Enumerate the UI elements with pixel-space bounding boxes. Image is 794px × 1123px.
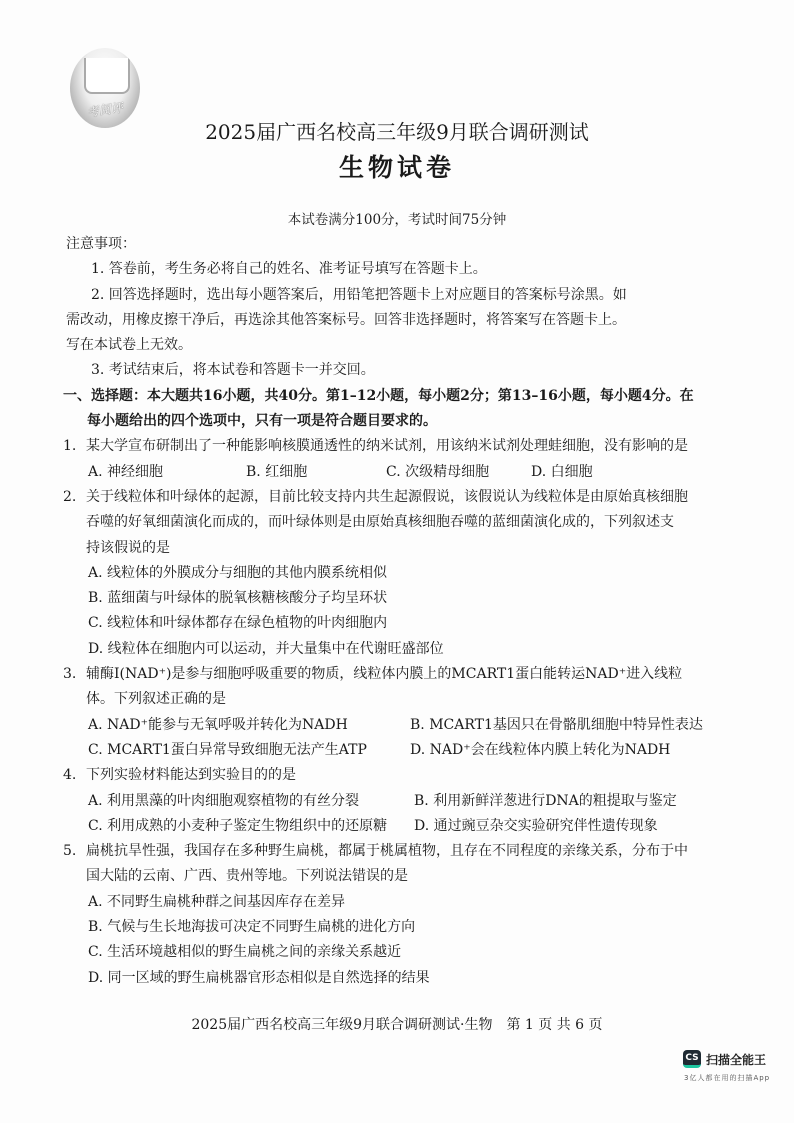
- book-icon: [84, 58, 130, 94]
- question-3-options-row: [0, 713, 794, 738]
- note-2-line: 2. 回答选择题时，选出每小题答案后，用铅笔把答题卡上对应题目的答案标号涂黑。如: [91, 286, 627, 303]
- question-number: 3.: [63, 666, 77, 683]
- exam-body: [0, 232, 794, 991]
- option-b: B. 红细胞: [246, 463, 308, 480]
- option-a: A. 线粒体的外膜成分与细胞的其他内膜系统相似: [88, 564, 388, 581]
- note-2-line: 需改动，用橡皮擦干净后，再选涂其他答案标号。回答非选择题时，将答案写在答题卡上。: [66, 311, 626, 328]
- stem-text: 关于线粒体和叶绿体的起源，目前比较支持内共生起源假说，该假说认为线粒体是由原始真核细胞: [86, 488, 688, 505]
- note-3: 3. 考试结束后，将本试卷和答题卡一并交回。: [91, 362, 375, 379]
- option-c: C. 线粒体和叶绿体都存在绿色植物的叶肉细胞内: [88, 615, 388, 632]
- question-number: 1.: [63, 438, 77, 455]
- option-c: C. 次级精母细胞: [386, 463, 490, 480]
- option-d: D. 白细胞: [531, 463, 593, 480]
- question-1-stem: [0, 434, 794, 459]
- stem-text: 持该假说的是: [86, 539, 170, 556]
- question-4-options-row: [0, 789, 794, 814]
- stem-text: 下列实验材料能达到实验目的的是: [86, 767, 296, 784]
- question-3-stem: [0, 662, 794, 687]
- option-c: C. 利用成熟的小麦种子鉴定生物组织中的还原糖: [88, 817, 388, 834]
- option-c: C. MCART1蛋白异常导致细胞无法产生ATP: [88, 741, 367, 758]
- question-number: 2.: [63, 488, 77, 505]
- question-4-stem: [0, 763, 794, 788]
- stem-text: 辅酶Ⅰ(NAD⁺)是参与细胞呼吸重要的物质，线粒体内膜上的MCART1蛋白能转运NAD⁺进入线粒: [86, 666, 683, 683]
- option-b: B. 气候与生长地海拔可决定不同野生扁桃的进化方向: [88, 919, 416, 936]
- page-footer: 2025届广西名校高三年级9月联合调研测试·生物 第 1 页 共 6 页: [191, 1017, 603, 1033]
- stem-text: 吞噬的好氧细菌演化而成的，而叶绿体则是由原始真核细胞吞噬的蓝细菌演化成的，下列叙述支: [86, 514, 674, 531]
- question-number: 5.: [63, 843, 77, 860]
- stem-text: 扁桃抗旱性强，我国存在多种野生扁桃，都属于桃属植物，且存在不同程度的亲缘关系，分布于中: [86, 843, 688, 860]
- watermark-name: 扫描全能王: [706, 1052, 767, 1067]
- option-b: B. MCART1基因只在骨骼肌细胞中特异性表达: [410, 716, 703, 733]
- exam-info: 本试卷满分100分，考试时间75分钟: [287, 212, 507, 228]
- stem-text: 体。下列叙述正确的是: [86, 691, 226, 708]
- question-4-options-row: [0, 814, 794, 839]
- exam-title: 2025届广西名校高三年级9月联合调研测试: [205, 120, 589, 144]
- question-1-options: [0, 460, 794, 485]
- question-5-stem: [0, 839, 794, 864]
- option-b: B. 蓝细菌与叶绿体的脱氧核糖核酸分子均呈环状: [88, 590, 388, 607]
- option-c: C. 生活环境越相似的野生扁桃之间的亲缘关系越近: [88, 944, 402, 961]
- notes-heading: 注意事项：: [66, 236, 136, 252]
- camscanner-logo-icon: CS: [683, 1050, 701, 1068]
- note-2-line: 写在本试卷上无效。: [66, 337, 192, 354]
- option-a: A. 神经细胞: [88, 463, 164, 480]
- option-d: D. 同一区域的野生扁桃器官形态相似是自然选择的结果: [88, 969, 430, 986]
- question-2-stem: [0, 485, 794, 510]
- stem-text: 某大学宣布研制出了一种能影响核膜通透性的纳米试剂，用该纳米试剂处理蛙细胞，没有影响的是: [86, 438, 688, 455]
- option-b: B. 利用新鲜洋葱进行DNA的粗提取与鉴定: [414, 792, 677, 809]
- section-heading: 一、选择题：本大题共16小题，共40分。第1–12小题，每小题2分；第13–16小题，每小题4分。在: [63, 387, 694, 404]
- stem-text: 国大陆的云南、广西、贵州等地。下列说法错误的是: [86, 868, 408, 885]
- watermark-tagline: 3亿人都在用的扫描App: [684, 1074, 771, 1082]
- question-3-options-row: [0, 738, 794, 763]
- option-a: A. 不同野生扁桃种群之间基因库存在差异: [88, 893, 346, 910]
- option-a: A. NAD⁺能参与无氧呼吸并转化为NADH: [88, 716, 348, 733]
- question-number: 4.: [63, 767, 77, 784]
- option-d: D. 线粒体在细胞内可以运动，并大量集中在代谢旺盛部位: [88, 640, 444, 657]
- option-a: A. 利用黑藻的叶肉细胞观察植物的有丝分裂: [88, 792, 360, 809]
- option-d: D. 通过豌豆杂交实验研究伴性遗传现象: [414, 817, 658, 834]
- section-heading-cont: 每小题给出的四个选项中，只有一项是符合题目要求的。: [87, 413, 437, 430]
- logo-text: 考阅评: [86, 100, 124, 120]
- option-d: D. NAD⁺会在线粒体内膜上转化为NADH: [410, 741, 671, 758]
- subject-title: 生物试卷: [338, 153, 455, 182]
- scanner-watermark: [683, 1050, 766, 1068]
- note-1: 1. 答卷前，考生务必将自己的姓名、准考证号填写在答题卡上。: [91, 261, 487, 278]
